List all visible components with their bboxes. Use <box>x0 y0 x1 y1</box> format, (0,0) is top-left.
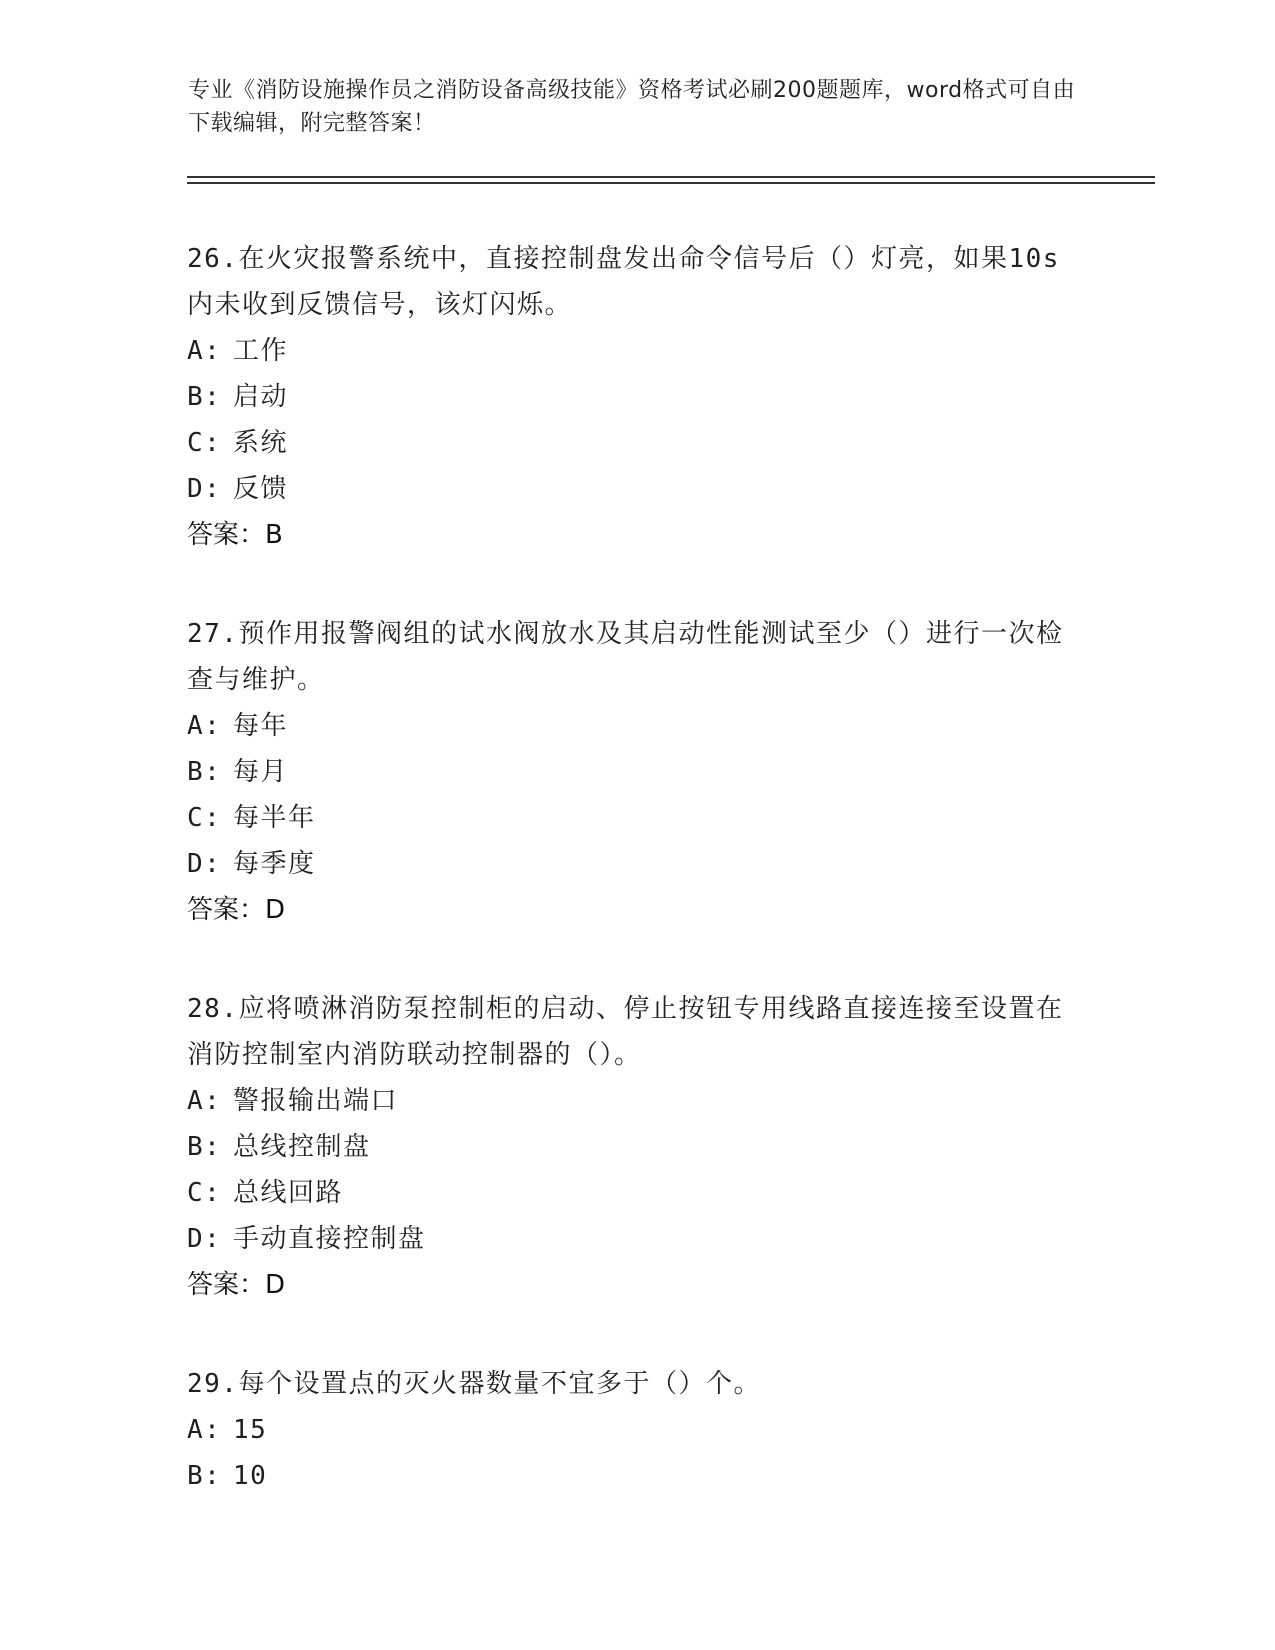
option-a <box>187 703 1087 749</box>
option-text: 总线控制盘 <box>233 1132 371 1162</box>
option-text: 工作 <box>233 336 289 366</box>
option-text: 启动 <box>233 382 289 412</box>
answer-line: 答案：B <box>187 520 283 550</box>
header-divider-top <box>187 176 1155 178</box>
option-letter: A: <box>187 1086 222 1116</box>
question-27 <box>187 611 1087 933</box>
question-stem: 29.每个设置点的灭火器数量不宜多于（）个。 <box>187 1369 761 1399</box>
option-letter: A: <box>187 711 222 741</box>
question-stem: 28.应将喷淋消防泵控制柜的启动、停止按钮专用线路直接连接至设置在消防控制室内消防联动控制器的（）。 <box>187 994 1064 1070</box>
option-text: 警报输出端口 <box>233 1086 399 1116</box>
option-letter: C: <box>187 803 222 833</box>
option-a <box>187 328 1087 374</box>
option-letter: B: <box>187 382 222 412</box>
option-letter: D: <box>187 849 222 879</box>
option-letter: C: <box>187 428 222 458</box>
question-26 <box>187 236 1087 558</box>
option-letter: B: <box>187 757 222 787</box>
option-text: 系统 <box>233 428 289 458</box>
answer-line: 答案：D <box>187 895 286 925</box>
header-divider-bottom <box>187 182 1155 184</box>
option-letter: A: <box>187 1415 222 1445</box>
question-29 <box>187 1361 1087 1499</box>
option-d <box>187 841 1087 887</box>
answer-line: 答案：D <box>187 1270 286 1300</box>
option-d <box>187 466 1087 512</box>
option-text: 10 <box>233 1461 268 1491</box>
option-text: 每季度 <box>233 849 316 879</box>
option-a <box>187 1407 1087 1453</box>
option-letter: B: <box>187 1461 222 1491</box>
question-28 <box>187 986 1087 1308</box>
document-header: 专业《消防设施操作员之消防设备高级技能》资格考试必刷200题题库，word格式可自由下载编辑，附完整答案！ <box>188 78 1076 136</box>
option-b <box>187 749 1087 795</box>
option-text: 反馈 <box>233 474 289 504</box>
option-letter: D: <box>187 474 222 504</box>
option-a <box>187 1078 1087 1124</box>
option-letter: D: <box>187 1224 222 1254</box>
option-letter: B: <box>187 1132 222 1162</box>
option-text: 15 <box>233 1415 268 1445</box>
option-text: 总线回路 <box>233 1178 344 1208</box>
option-letter: A: <box>187 336 222 366</box>
option-b <box>187 374 1087 420</box>
question-stem: 27.预作用报警阀组的试水阀放水及其启动性能测试至少（）进行一次检查与维护。 <box>187 619 1064 695</box>
option-text: 每年 <box>233 711 289 741</box>
option-text: 手动直接控制盘 <box>233 1224 426 1254</box>
question-stem: 26.在火灾报警系统中，直接控制盘发出命令信号后（）灯亮，如果10s内未收到反馈信号，该灯闪烁。 <box>187 244 1060 320</box>
option-letter: C: <box>187 1178 222 1208</box>
option-c <box>187 795 1087 841</box>
option-text: 每半年 <box>233 803 316 833</box>
option-c <box>187 420 1087 466</box>
option-b <box>187 1453 1087 1499</box>
option-c <box>187 1170 1087 1216</box>
option-text: 每月 <box>233 757 289 787</box>
option-b <box>187 1124 1087 1170</box>
option-d <box>187 1216 1087 1262</box>
question-list <box>187 236 1087 1552</box>
